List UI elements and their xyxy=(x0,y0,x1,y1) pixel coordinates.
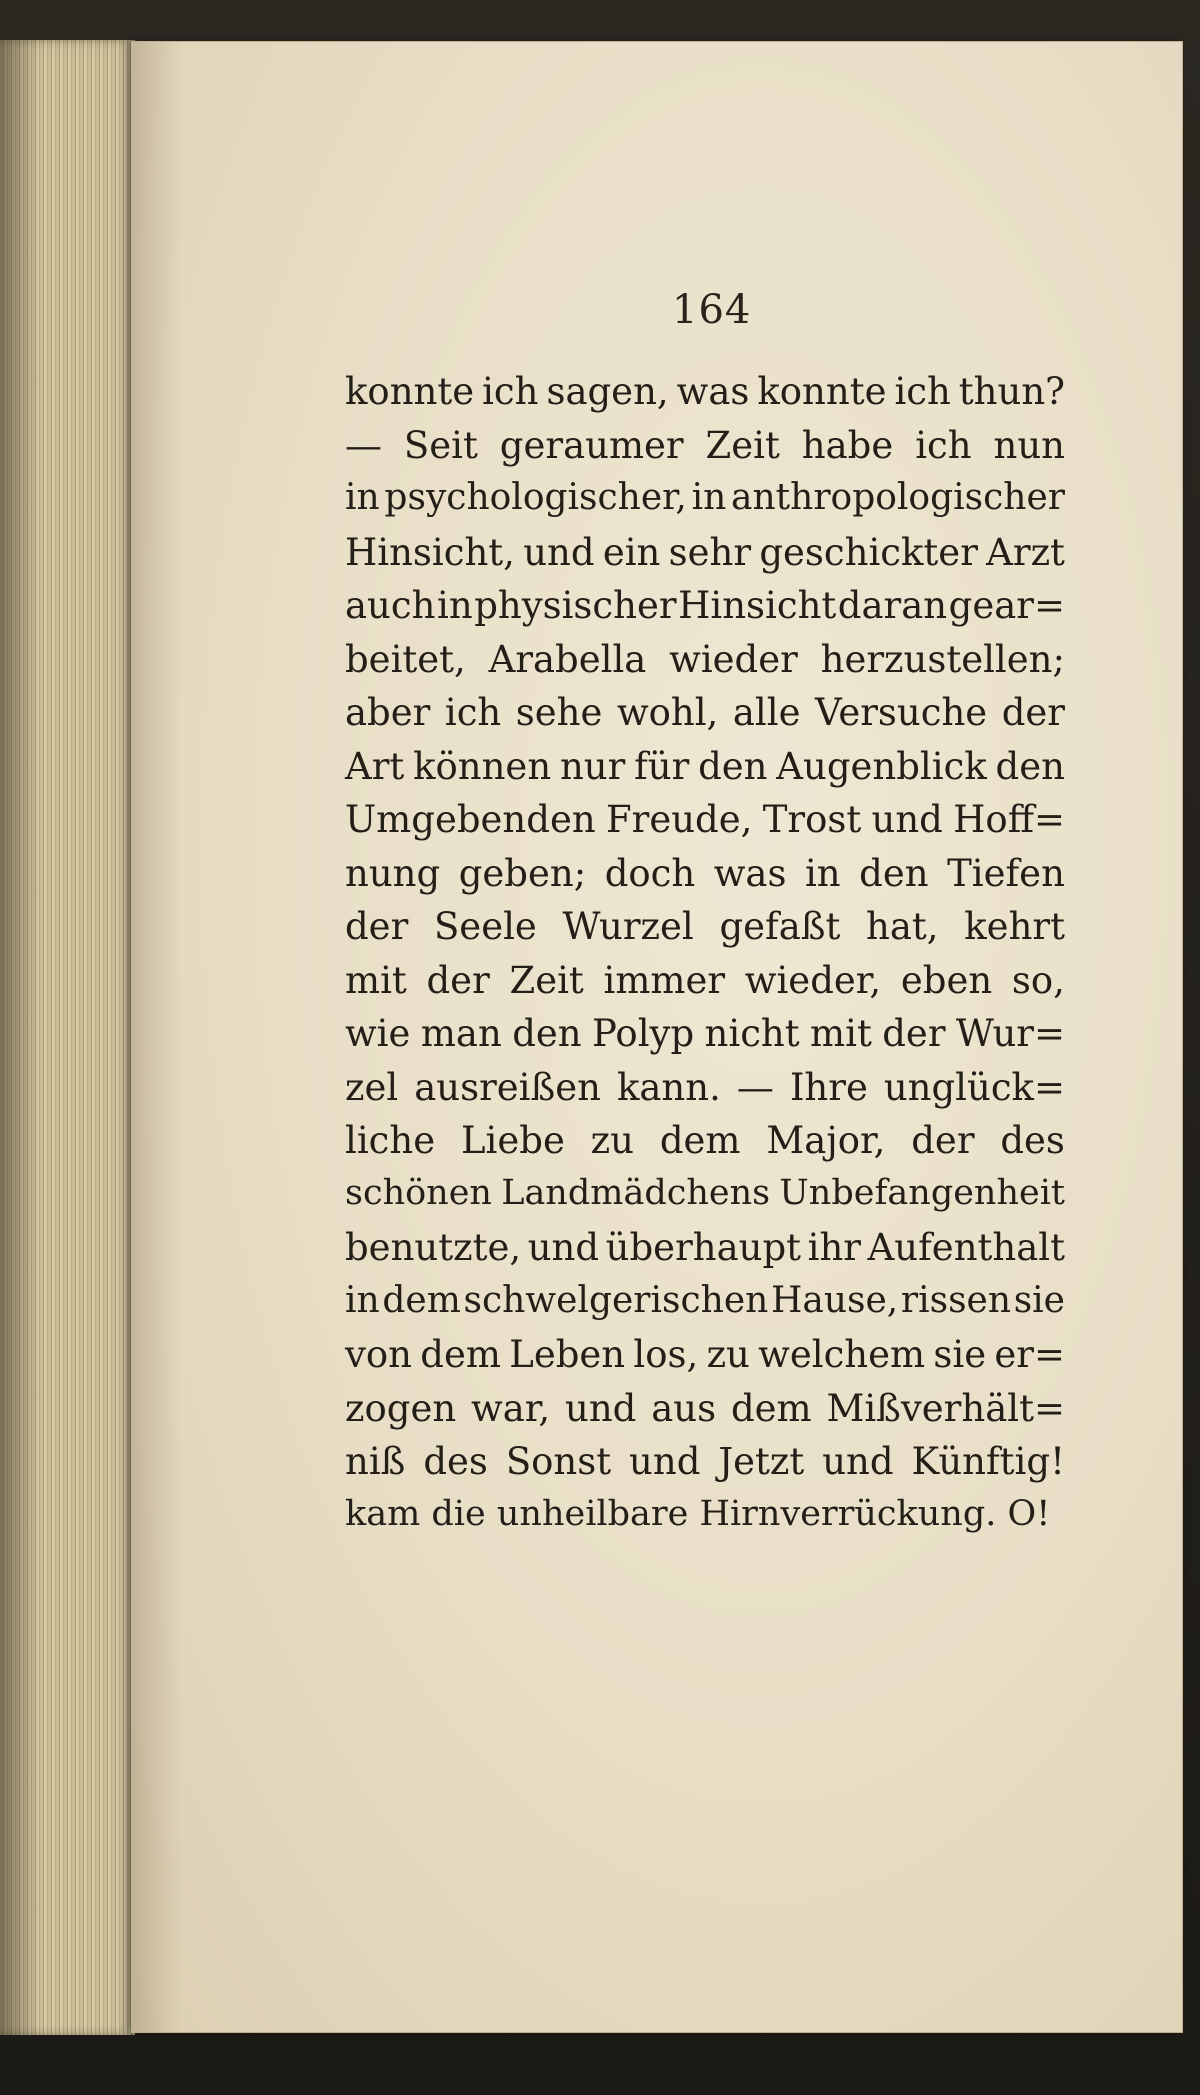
word: Wur= xyxy=(955,1012,1065,1055)
word: in xyxy=(804,851,841,895)
word: ausreißen xyxy=(414,1065,601,1109)
word: der xyxy=(426,958,490,1002)
word: ich xyxy=(482,370,539,413)
text-line xyxy=(345,1226,1065,1280)
word: Unbefangenheit xyxy=(779,1172,1065,1213)
word: des xyxy=(423,1440,488,1483)
word: die xyxy=(431,1493,486,1534)
word: — xyxy=(736,1065,774,1109)
word: und xyxy=(629,1440,701,1483)
word: dem xyxy=(420,1333,501,1376)
word: geben; xyxy=(458,851,587,895)
word: dem xyxy=(382,1279,461,1321)
word: ich xyxy=(444,691,502,734)
word: Sonst xyxy=(505,1440,612,1483)
word: der xyxy=(911,1119,975,1162)
word: alle xyxy=(732,691,801,734)
word: in xyxy=(345,1279,380,1321)
word: konnte xyxy=(345,370,475,413)
word: Leben xyxy=(509,1333,626,1376)
text-line xyxy=(345,1494,1065,1548)
word: man xyxy=(420,1012,502,1055)
text-line xyxy=(345,1440,1065,1494)
word: daran xyxy=(837,584,948,627)
word: was xyxy=(713,851,787,895)
word: doch xyxy=(604,851,696,895)
word: O! xyxy=(1007,1493,1051,1534)
word: nicht xyxy=(704,1012,800,1055)
word: psychologischer, xyxy=(384,477,687,518)
word: Umgebenden xyxy=(345,798,596,841)
text-line xyxy=(345,745,1065,799)
word: sie xyxy=(933,1333,987,1376)
word: ihr xyxy=(807,1226,861,1269)
word: Seit xyxy=(403,423,478,467)
word: für xyxy=(634,744,690,788)
word: kann. xyxy=(616,1065,721,1109)
body-text xyxy=(345,370,1065,1547)
text-line xyxy=(345,638,1065,692)
word: gefaßt xyxy=(719,905,841,948)
word: physischer xyxy=(474,584,677,627)
text-line xyxy=(345,531,1065,585)
text-line xyxy=(345,1280,1065,1334)
word: zel xyxy=(345,1065,399,1109)
text-line xyxy=(345,691,1065,745)
text-line xyxy=(345,1119,1065,1173)
word: so, xyxy=(1011,958,1065,1002)
word: wie xyxy=(345,1012,411,1055)
word: los, xyxy=(633,1333,699,1376)
word: er= xyxy=(994,1333,1065,1376)
word: mit xyxy=(810,1012,872,1055)
word: von xyxy=(345,1333,413,1376)
word: mit xyxy=(345,958,407,1002)
word: sie xyxy=(1013,1279,1065,1321)
word: der xyxy=(1001,691,1065,734)
word: rissen xyxy=(900,1279,1012,1321)
word: Seele xyxy=(433,905,537,948)
word: konnte xyxy=(757,370,887,413)
word: Trost xyxy=(762,798,862,841)
text-line xyxy=(345,798,1065,852)
word: war, xyxy=(471,1386,551,1430)
word: sagen, xyxy=(546,370,669,413)
word: Ihre xyxy=(789,1065,868,1109)
word: Versuche xyxy=(815,691,988,734)
word: wieder xyxy=(669,637,798,681)
word: und xyxy=(527,1226,600,1269)
word: kam xyxy=(345,1493,421,1534)
word: ich xyxy=(894,370,951,413)
word: herzustellen; xyxy=(820,637,1065,681)
word: habe xyxy=(801,423,894,467)
text-line xyxy=(345,1012,1065,1066)
word: eben xyxy=(900,958,993,1002)
word: auch xyxy=(345,584,436,627)
word: und xyxy=(523,530,595,574)
word: der xyxy=(345,905,409,948)
text-line xyxy=(345,370,1065,424)
word: den xyxy=(512,1012,582,1055)
word: geschickter xyxy=(759,530,978,574)
text-line xyxy=(345,477,1065,531)
word: des xyxy=(1000,1119,1065,1162)
word: Wurzel xyxy=(562,905,694,948)
word: sehr xyxy=(668,530,752,574)
word: überhaupt xyxy=(605,1226,802,1269)
word: Hoff= xyxy=(953,798,1065,841)
word: benutzte, xyxy=(345,1226,522,1269)
word: Hirnverrückung. xyxy=(699,1493,997,1534)
word: können xyxy=(413,744,552,788)
text-line xyxy=(345,905,1065,959)
text-line xyxy=(345,584,1065,638)
word: nung xyxy=(345,851,441,895)
word: schwelgerischen xyxy=(463,1279,769,1321)
word: Freude, xyxy=(605,798,753,841)
word: zogen xyxy=(345,1386,457,1430)
word: Liebe xyxy=(460,1119,565,1162)
text-line xyxy=(345,1173,1065,1227)
word: aus xyxy=(651,1386,717,1430)
word: Major, xyxy=(766,1119,886,1162)
word: nun xyxy=(993,423,1065,467)
book-page-edges xyxy=(0,40,135,2035)
word: ein xyxy=(602,530,661,574)
text-line xyxy=(345,852,1065,906)
word: Mißverhält= xyxy=(826,1386,1065,1430)
word: ich xyxy=(915,423,972,467)
text-line xyxy=(345,1333,1065,1387)
word: hat, xyxy=(866,905,939,948)
word: — xyxy=(345,423,382,467)
word: dem xyxy=(730,1386,812,1430)
word: Landmädchens xyxy=(501,1172,771,1213)
text-line xyxy=(345,1066,1065,1120)
word: Augenblick xyxy=(776,744,987,788)
word: sehe xyxy=(515,691,603,734)
word: niß xyxy=(345,1440,406,1483)
word: und xyxy=(871,798,943,841)
word: unglück= xyxy=(883,1065,1065,1109)
word: Hause, xyxy=(770,1279,899,1321)
word: schönen xyxy=(345,1172,492,1213)
word: gear= xyxy=(948,584,1065,627)
word: zu xyxy=(706,1333,750,1376)
word: und xyxy=(565,1386,637,1430)
word: Aufenthalt xyxy=(867,1226,1065,1269)
word: in xyxy=(345,477,380,518)
word: Hinsicht xyxy=(678,584,837,627)
word: welchem xyxy=(758,1333,926,1376)
word: wieder, xyxy=(744,958,882,1002)
word: anthropologischer xyxy=(731,477,1065,518)
word: und xyxy=(822,1440,894,1483)
word: Tiefen xyxy=(947,851,1065,895)
word: was xyxy=(676,370,750,413)
word: Künftig! xyxy=(911,1440,1065,1483)
word: Polyp xyxy=(592,1012,695,1055)
word: der xyxy=(882,1012,946,1055)
text-line xyxy=(345,959,1065,1013)
word: unheilbare xyxy=(496,1493,689,1534)
word: den xyxy=(859,851,929,895)
word: Hinsicht, xyxy=(345,530,515,574)
word: kehrt xyxy=(964,905,1065,948)
word: dem xyxy=(659,1119,741,1162)
word: Arabella xyxy=(488,637,647,681)
text-line xyxy=(345,1387,1065,1441)
word: den xyxy=(698,744,768,788)
word: Art xyxy=(345,744,405,788)
word: immer xyxy=(603,958,726,1002)
word: Zeit xyxy=(705,423,780,467)
word: in xyxy=(691,477,727,518)
word: zu xyxy=(590,1119,634,1162)
page-number: 164 xyxy=(672,287,752,333)
word: Zeit xyxy=(509,958,584,1002)
text-line xyxy=(345,424,1065,478)
word: beitet, xyxy=(345,637,466,681)
word: in xyxy=(436,584,473,627)
word: wohl, xyxy=(616,691,719,734)
word: geraumer xyxy=(499,423,684,467)
word: den xyxy=(995,744,1065,788)
word: nur xyxy=(559,744,626,788)
word: liche xyxy=(345,1119,436,1162)
word: aber xyxy=(345,691,431,734)
word: Arzt xyxy=(986,530,1065,574)
word: Jetzt xyxy=(718,1440,805,1483)
word: thun? xyxy=(958,370,1065,413)
